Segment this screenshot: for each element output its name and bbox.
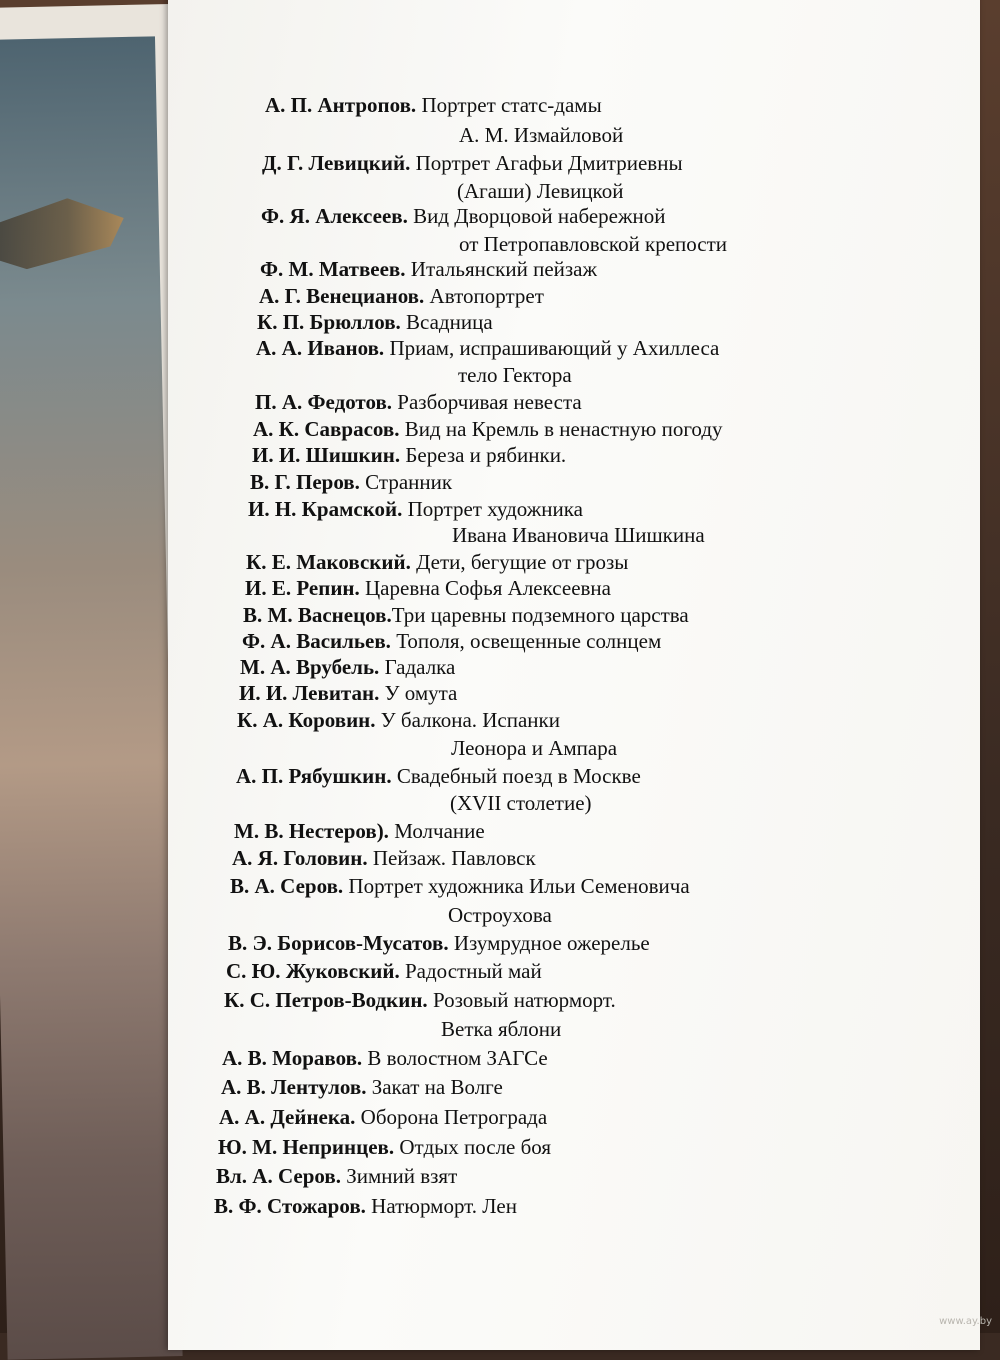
- author-name: А. В. Лентулов.: [221, 1075, 367, 1099]
- painting-title: Всадница: [400, 310, 493, 334]
- author-name: Вл. А. Серов.: [216, 1164, 341, 1188]
- list-item: [234, 818, 485, 844]
- painting-title: У балкона. Испанки: [375, 708, 560, 732]
- list-item: [245, 575, 611, 601]
- author-name: И. Н. Крамской.: [248, 497, 403, 521]
- author-name: К. П. Брюллов.: [257, 310, 401, 334]
- painting-title: Вид Дворцовой набережной: [407, 204, 666, 228]
- list-item-continuation: Леонора и Ампара: [451, 736, 618, 760]
- list-item: [252, 442, 566, 468]
- painting-title: Гадалка: [379, 655, 456, 679]
- author-name: С. Ю. Жуковский.: [226, 959, 400, 983]
- list-item: [218, 1134, 551, 1160]
- list-item-continuation: Ивана Ивановича Шишкина: [452, 523, 705, 547]
- author-name: А. А. Иванов.: [256, 336, 385, 360]
- author-name: А. В. Моравов.: [222, 1046, 363, 1070]
- list-item-continuation: тело Гектора: [458, 363, 572, 387]
- author-name: Ф. А. Васильев.: [242, 629, 391, 653]
- author-name: К. А. Коровин.: [237, 708, 376, 732]
- painting-title: Портрет художника: [402, 497, 583, 521]
- list-item: [243, 602, 689, 628]
- list-item: [226, 958, 542, 984]
- painting-title: Пейзаж. Павловск: [367, 846, 536, 870]
- list-item: [259, 283, 544, 309]
- author-name: И. И. Левитан.: [239, 681, 380, 705]
- painting-title: Портрет художника Ильи Семеновича: [343, 874, 690, 898]
- author-name: Ю. М. Непринцев.: [218, 1135, 395, 1159]
- painting-title: Дети, бегущие от грозы: [410, 550, 629, 574]
- painting-title: Автопортрет: [424, 284, 544, 308]
- list-item: [221, 1074, 503, 1100]
- painting-title: Странник: [359, 470, 453, 494]
- painting-title: Портрет статс-дамы: [416, 93, 602, 117]
- author-name: В. Г. Перов.: [250, 470, 360, 494]
- author-name: Д. Г. Левицкий.: [262, 151, 411, 175]
- painting-title: Изумрудное ожерелье: [448, 931, 650, 955]
- list-item-continuation: от Петропавловской крепости: [459, 232, 728, 256]
- list-item: [222, 1045, 548, 1071]
- list-item: [230, 873, 690, 899]
- painting-title: В волостном ЗАГСе: [362, 1046, 548, 1070]
- list-item-continuation: Остроухова: [448, 903, 552, 927]
- author-name: М. В. Нестеров).: [234, 819, 389, 843]
- list-item: [224, 987, 616, 1013]
- painting-title: Тополя, освещенные солнцем: [390, 629, 662, 653]
- painting-title: Зимний взят: [340, 1164, 458, 1188]
- painting-title: Итальянский пейзаж: [405, 257, 598, 281]
- author-name: П. А. Федотов.: [255, 390, 393, 414]
- author-name: В. Э. Борисов-Мусатов.: [228, 931, 449, 955]
- list-item: [253, 416, 723, 442]
- watermark: www.ay.by: [939, 1316, 992, 1327]
- author-name: А. К. Саврасов.: [253, 417, 400, 441]
- painting-title: Молчание: [388, 819, 485, 843]
- list-item: [237, 707, 560, 733]
- painting-title: Отдых после боя: [394, 1135, 552, 1159]
- list-item: [250, 469, 452, 495]
- list-item: [236, 763, 641, 789]
- list-item: [232, 845, 536, 871]
- list-item: [255, 389, 582, 415]
- list-item-continuation: (Агаши) Левицкой: [457, 179, 624, 203]
- list-item-continuation: А. М. Измайловой: [459, 123, 624, 147]
- painting-title: Свадебный поезд в Москве: [391, 764, 641, 788]
- painting-title: Три царевны подземного царства: [391, 603, 689, 627]
- author-name: А. А. Дейнека.: [219, 1105, 356, 1129]
- list-item: [246, 549, 628, 575]
- painting-title: Оборона Петрограда: [355, 1105, 548, 1129]
- list-item: [248, 496, 583, 522]
- author-name: В. Ф. Стожаров.: [214, 1194, 366, 1218]
- author-name: М. А. Врубель.: [240, 655, 380, 679]
- painting-title: Розовый натюрморт.: [427, 988, 616, 1012]
- painting-title: Портрет Агафьи Дмитриевны: [410, 151, 683, 175]
- list-item-continuation: Ветка яблони: [441, 1017, 562, 1041]
- list-item: [260, 256, 597, 282]
- list-item: [265, 92, 602, 118]
- author-name: К. С. Петров-Водкин.: [224, 988, 428, 1012]
- painting-title: Разборчивая невеста: [392, 390, 582, 414]
- list-item: [219, 1104, 547, 1130]
- painting-title: Приам, испрашивающий у Ахиллеса: [384, 336, 720, 360]
- painting-title: Закат на Волге: [366, 1075, 503, 1099]
- painting-title: Натюрморт. Лен: [365, 1194, 517, 1218]
- list-item: [257, 309, 493, 335]
- list-item: [256, 335, 719, 361]
- list-item: [228, 930, 650, 956]
- list-item: [240, 654, 455, 680]
- list-item: [214, 1193, 517, 1219]
- list-item-continuation: (XVII столетие): [450, 791, 592, 815]
- author-name: А. Я. Головин.: [232, 846, 368, 870]
- author-name: Ф. М. Матвеев.: [260, 257, 406, 281]
- author-name: Ф. Я. Алексеев.: [261, 204, 408, 228]
- author-name: А. Г. Венецианов.: [259, 284, 425, 308]
- painting-title: Царевна Софья Алексеевна: [359, 576, 611, 600]
- author-name: В. А. Серов.: [230, 874, 344, 898]
- author-name: И. Е. Репин.: [245, 576, 360, 600]
- author-name: В. М. Васнецов.: [243, 603, 392, 627]
- painting-title: У омута: [379, 681, 458, 705]
- list-item: [262, 150, 683, 176]
- painting-title: Береза и рябинки.: [400, 443, 567, 467]
- author-name: А. П. Рябушкин.: [236, 764, 392, 788]
- painting-title: Радостный май: [399, 959, 542, 983]
- list-item: [261, 203, 665, 229]
- painting-title: Вид на Кремль в ненастную погоду: [399, 417, 723, 441]
- author-name: К. Е. Маковский.: [246, 550, 411, 574]
- list-item: [242, 628, 661, 654]
- list-item: [216, 1163, 457, 1189]
- author-name: И. И. Шишкин.: [252, 443, 401, 467]
- list-item: [239, 680, 457, 706]
- author-name: А. П. Антропов.: [265, 93, 417, 117]
